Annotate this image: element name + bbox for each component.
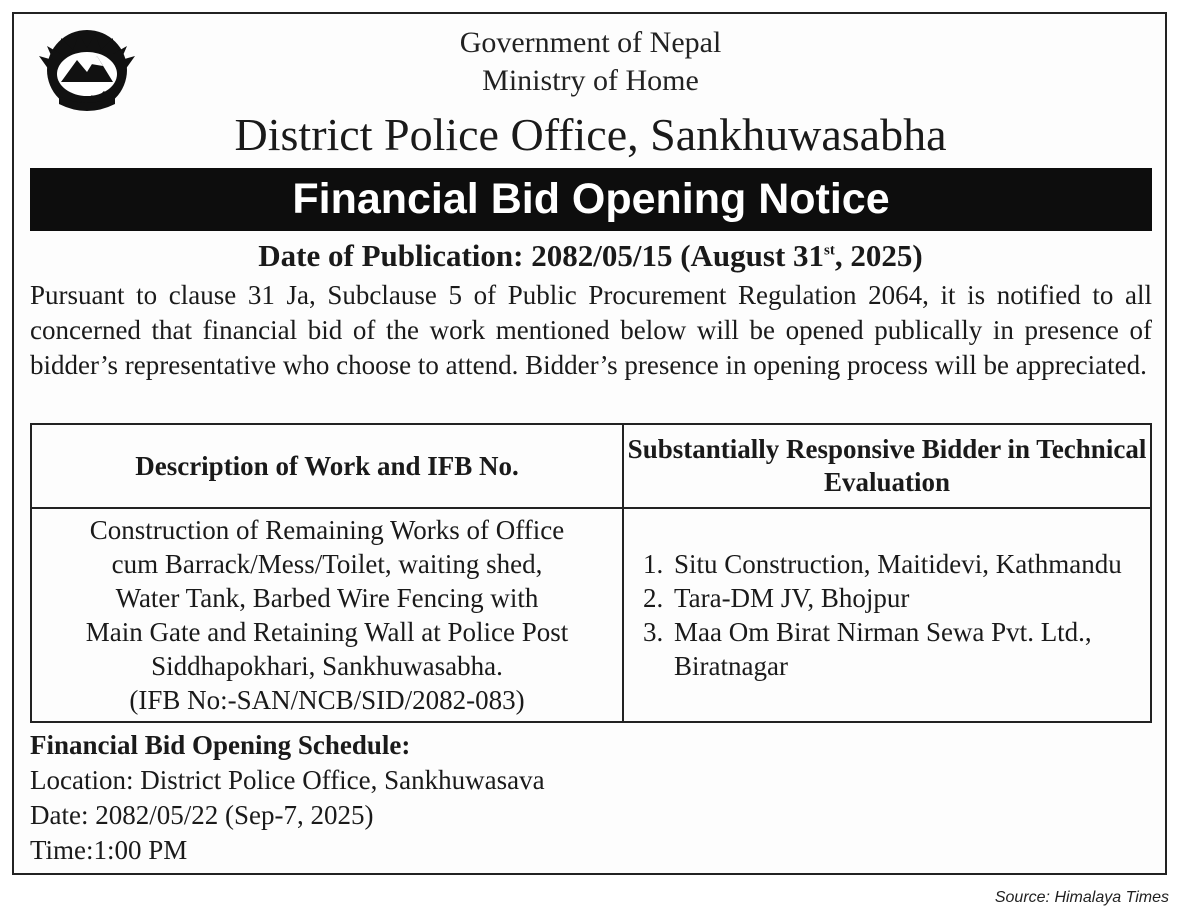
- description-line: Siddhapokhari, Sankhuwasabha.: [151, 651, 503, 681]
- opening-schedule: [30, 728, 545, 868]
- bidder-list-cell: [623, 508, 1151, 722]
- source-credit: Source: Himalaya Times: [994, 889, 1169, 906]
- publication-date: [0, 238, 1181, 274]
- schedule-date: Date: 2082/05/22 (Sep-7, 2025): [30, 800, 374, 830]
- schedule-location: Location: District Police Office, Sankhuwasava: [30, 765, 545, 795]
- description-line: Water Tank, Barbed Wire Fencing with: [115, 583, 539, 613]
- office-name: District Police Office, Sankhuwasabha: [234, 109, 947, 160]
- government-name: Government of Nepal: [459, 26, 722, 59]
- publication-date-suffix: , 2025): [834, 238, 923, 273]
- notice-title-banner: Financial Bid Opening Notice: [30, 168, 1152, 231]
- header-description: Description of Work and IFB No.: [31, 424, 623, 508]
- schedule-time: Time:1:00 PM: [30, 835, 188, 865]
- bidder-item: 2. Tara-DM JV, Bhojpur: [670, 581, 1150, 615]
- header-bidder: Substantially Responsive Bidder in Technical Evaluation: [623, 424, 1151, 508]
- notice-paragraph: Pursuant to clause 31 Ja, Subclause 5 of Public Procurement Regulation 2064, it is notified to all concerned that financial bid of the work mentioned below will be opened publically in presence of bidder’s representative who choose to attend. Bidder’s presence in opening process will be appreciated.: [30, 280, 1152, 380]
- description-line: Main Gate and Retaining Wall at Police Post: [85, 617, 569, 647]
- description-line: cum Barrack/Mess/Toilet, waiting shed,: [111, 549, 543, 579]
- schedule-title: Financial Bid Opening Schedule:: [30, 730, 411, 760]
- bidder-item: 3. Maa Om Birat Nirman Sewa Pvt. Ltd., Biratnagar: [670, 615, 1150, 683]
- bidder-item: 1. Situ Construction, Maitidevi, Kathmandu: [670, 547, 1150, 581]
- publication-date-prefix: Date of Publication: 2082/05/15 (August 31: [258, 238, 825, 273]
- description-line: Construction of Remaining Works of Office: [89, 515, 565, 545]
- table-header-row: [31, 424, 1151, 508]
- work-description: [31, 508, 623, 722]
- ifb-number: (IFB No:-SAN/NCB/SID/2082-083): [129, 685, 525, 715]
- table-row: [31, 508, 1151, 722]
- ministry-name: Ministry of Home: [482, 64, 699, 97]
- bid-table: [30, 423, 1152, 723]
- publication-date-ordinal: st: [824, 242, 835, 259]
- bidder-list: [638, 547, 1150, 683]
